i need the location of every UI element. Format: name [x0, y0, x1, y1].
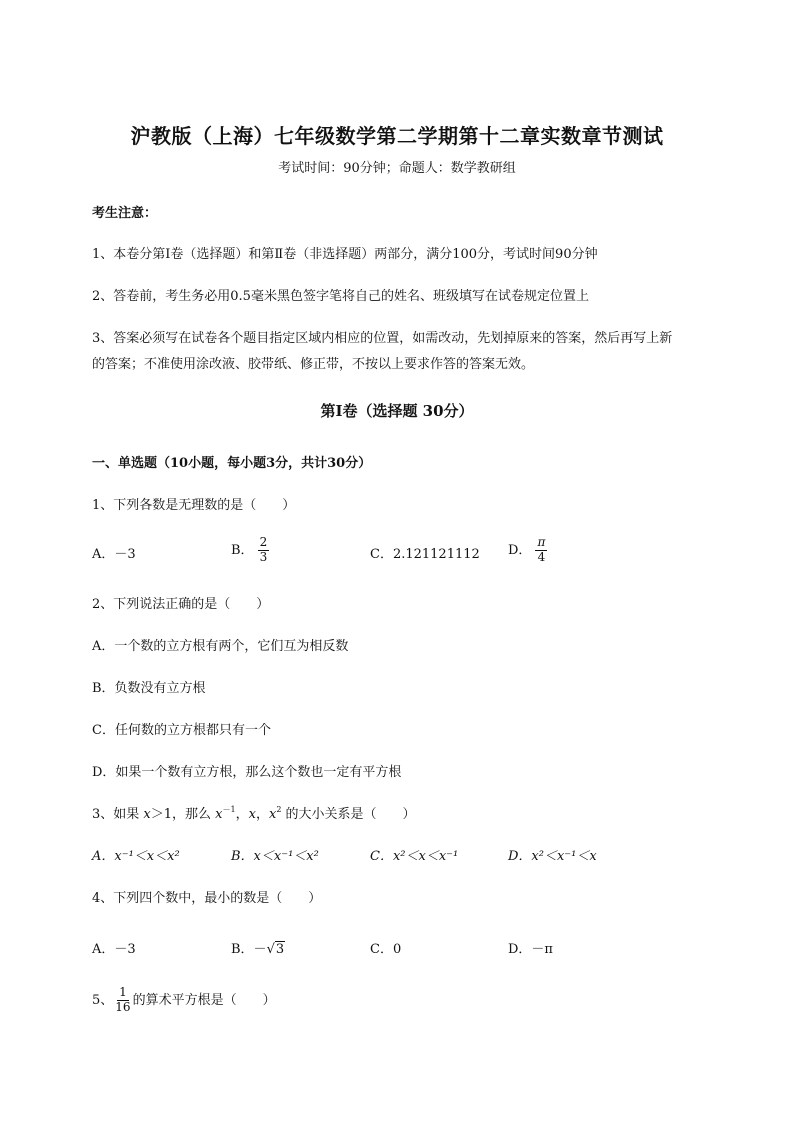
question-2-option-b: B．负数没有立方根 — [92, 681, 206, 696]
question-1-option-d — [508, 536, 547, 565]
option-d-label: D． — [508, 542, 532, 558]
question-1-stem: 1、下列各数是无理数的是（ ） — [92, 498, 296, 513]
notice-item-2: 2、答卷前，考生务必用0.5毫米黑色签字笔将自己的姓名、班级填写在试卷规定位置上 — [92, 289, 589, 304]
question-3-option-a: A．x⁻¹＜x＜x² — [92, 849, 180, 864]
exponent: 2 — [276, 805, 282, 814]
option-b-label: B．－ — [231, 942, 267, 957]
notice-heading: 考生注意： — [92, 206, 158, 221]
question-2-option-a: A．一个数的立方根有两个，它们互为相反数 — [92, 639, 349, 654]
question-4-stem: 4、下列四个数中，最小的数是（ ） — [92, 891, 322, 906]
part-title: 第Ⅰ卷（选择题 30分） — [320, 402, 474, 420]
question-4-option-c: C．0 — [370, 942, 402, 957]
question-3-option-d: D．x²＜x⁻¹＜x — [508, 849, 597, 864]
fraction-numerator: 1 — [119, 985, 127, 999]
fraction — [535, 536, 547, 565]
exam-info: 考试时间：90分钟；命题人：数学教研组 — [278, 161, 516, 176]
stem-text: 3、如果 — [92, 807, 144, 822]
variable-x: x — [248, 807, 256, 822]
radicand: 3 — [275, 942, 285, 957]
fraction-numerator: 2 — [259, 535, 268, 549]
stem-text: 5、 — [92, 992, 114, 1008]
stem-text: 的算术平方根是（ ） — [132, 992, 276, 1008]
question-2-stem: 2、下列说法正确的是（ ） — [92, 597, 270, 612]
fraction — [113, 986, 132, 1015]
variable-x: x — [215, 807, 223, 822]
question-2-option-c: C．任何数的立方根都只有一个 — [92, 723, 271, 738]
fraction-numerator: π — [537, 535, 546, 549]
exponent: －1 — [222, 805, 236, 814]
fraction-denominator: 3 — [259, 549, 268, 564]
fraction — [258, 536, 270, 565]
fraction-denominator: 4 — [537, 549, 546, 564]
question-4-option-a: A．－3 — [92, 942, 136, 957]
question-5-stem — [92, 986, 276, 1015]
question-1-option-a: A．－3 — [92, 547, 136, 562]
question-3-option-c: C．x²＜x＜x⁻¹ — [370, 849, 459, 864]
question-4-option-b — [231, 938, 285, 957]
notice-item-3-cont: 的答案；不准使用涂改液、胶带纸、修正带，不按以上要求作答的答案无效。 — [92, 357, 535, 372]
notice-item-3: 3、答案必须写在试卷各个题目指定区域内相应的位置，如需改动，先划掉原来的答案，然后再写上新 — [92, 331, 673, 346]
question-3-option-b: B．x＜x⁻¹＜x² — [231, 849, 319, 864]
stem-text: ， — [255, 807, 269, 822]
page-title: 沪教版（上海）七年级数学第二学期第十二章实数章节测试 — [130, 124, 664, 148]
option-b-label: B． — [231, 542, 254, 558]
fraction-denominator: 16 — [115, 999, 131, 1014]
stem-text: 的大小关系是（ ） — [281, 807, 416, 822]
variable-x: x — [268, 807, 277, 822]
stem-text: ， — [235, 807, 249, 822]
stem-text: ＞1，那么 — [150, 807, 216, 822]
section-heading: 一、单选题（10小题，每小题3分，共计30分） — [92, 456, 372, 471]
question-3-stem — [92, 803, 416, 822]
question-4-option-d: D．－π — [508, 942, 553, 957]
question-2-option-d: D．如果一个数有立方根，那么这个数也一定有平方根 — [92, 765, 402, 780]
notice-item-1: 1、本卷分第Ⅰ卷（选择题）和第Ⅱ卷（非选择题）两部分，满分100分，考试时间90分钟 — [92, 247, 598, 262]
radical-sign: √ — [266, 942, 275, 957]
square-root — [267, 942, 286, 957]
question-1-option-b — [231, 536, 269, 565]
variable-x: x — [143, 807, 151, 822]
question-1-option-c: C．2.121121112 — [370, 547, 480, 562]
